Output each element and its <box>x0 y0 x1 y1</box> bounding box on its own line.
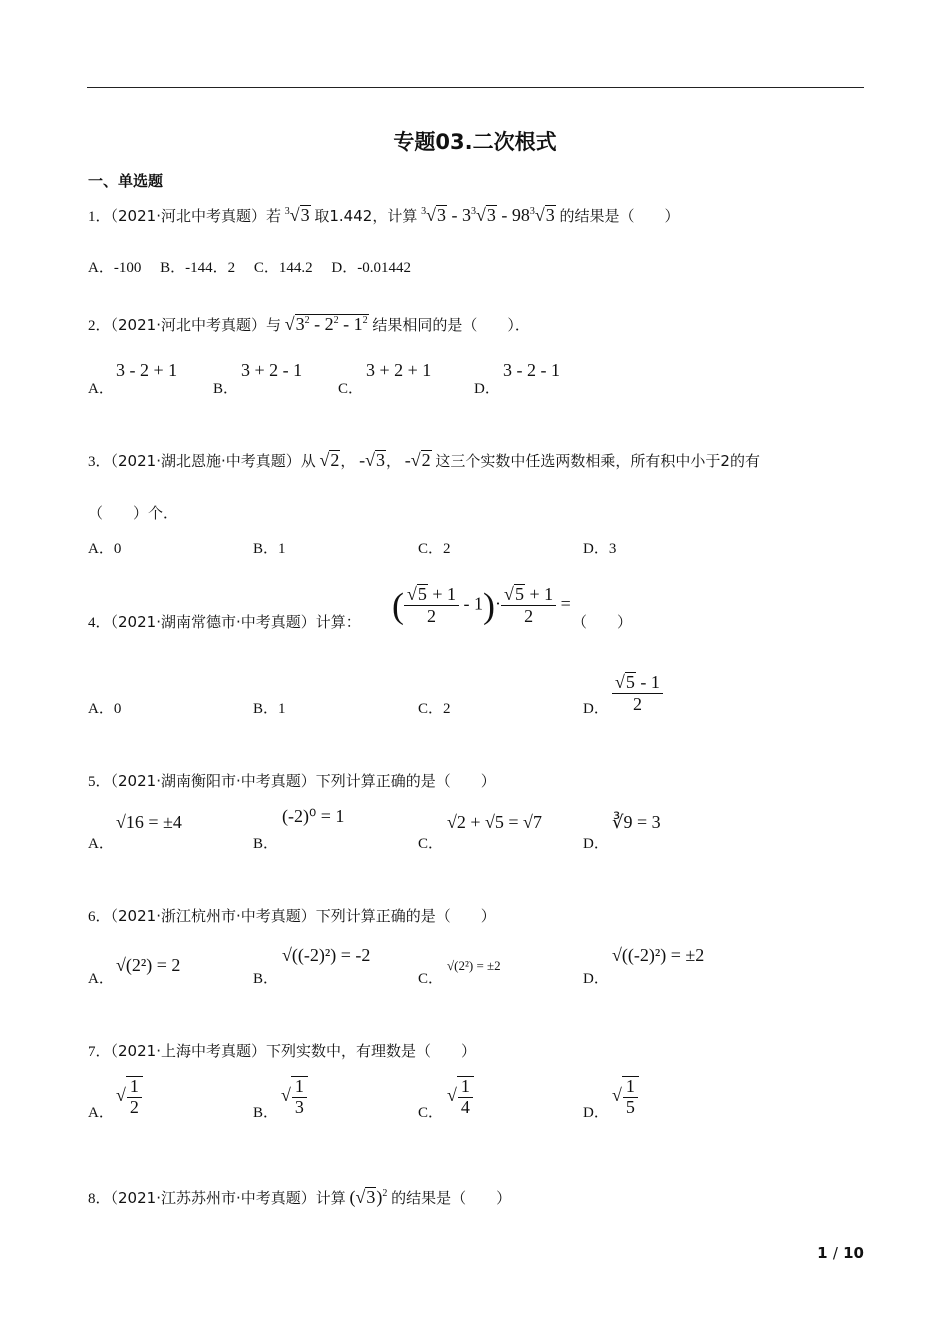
option-a[interactable]: A． <box>88 971 114 987</box>
option-a[interactable]: A． <box>88 1105 114 1121</box>
math-neg-sqrt3: -√3 <box>359 450 386 470</box>
option-c[interactable]: C．144.2 <box>253 260 313 276</box>
option-b[interactable]: B． <box>253 1105 279 1121</box>
question-8: 8．（2021·江苏苏州市·中考真题）计算 $(√3)^2$ 的结果是（ ） <box>88 1187 512 1207</box>
option-b[interactable]: B． <box>253 836 279 852</box>
page-title: 专题03.二次根式 <box>393 130 557 154</box>
math-neg-sqrt2: -√2 <box>404 450 431 470</box>
option-c-math: √2 + √5 = √7 <box>447 812 542 832</box>
question-7: 7．（2021·上海中考真题）下列实数中，有理数是（ ） <box>88 1042 476 1060</box>
question-6: 6．（2021·浙江杭州市·中考真题）下列计算正确的是（ ） <box>88 907 496 925</box>
option-a[interactable]: A．0 <box>88 701 122 717</box>
option-a-math: √ $\frac{1}{2}$ <box>116 1076 143 1118</box>
question-1: 1．（2021·河北中考真题）若 $^3$√3 取1.442，计算 $^3√3 - 3^3√3 - 98^3√3$ 的结果是（ ） <box>88 205 680 225</box>
question-3: 3．（2021·湖北恩施·中考真题）从 √2， -√3， -√2 这三个实数中任选两数相乘，所有积中小于2的有 <box>88 450 760 470</box>
option-a-math: √16 = ±4 <box>116 812 182 832</box>
option-c[interactable]: C．2 <box>418 701 451 717</box>
question-5: 5．（2021·湖南衡阳市·中考真题）下列计算正确的是（ ） <box>88 772 496 790</box>
option-b-math: (-2)⁰ = 1 <box>282 806 345 826</box>
option-b[interactable]: B．-144．2 <box>160 260 236 276</box>
math-radical: $√3^2 - 2^2 - 1^2$ <box>284 314 368 334</box>
option-c[interactable]: C． <box>418 971 444 987</box>
header-rule <box>87 87 864 88</box>
option-c[interactable]: C． <box>338 381 364 397</box>
math-cbrt3: $^3$√3 <box>284 205 310 225</box>
option-c-math: √(2²) = ±2 <box>447 958 501 973</box>
option-d[interactable]: D． <box>583 836 609 852</box>
option-c-math: √ $\frac{1}{4}$ <box>447 1076 474 1118</box>
option-d-math: $\frac{√5 - 1}{2}$ <box>612 672 663 715</box>
option-d[interactable]: D． <box>583 971 609 987</box>
option-a[interactable]: A． <box>88 836 114 852</box>
option-d[interactable]: D． <box>583 1105 609 1121</box>
option-b[interactable]: B． <box>213 381 239 397</box>
option-b[interactable]: B． <box>253 971 279 987</box>
option-b-math: 3 + 2 - 1 <box>241 360 303 380</box>
option-c[interactable]: C． <box>418 836 444 852</box>
option-b-math: √((-2)²) = -2 <box>282 945 371 965</box>
option-a-math: √(2²) = 2 <box>116 955 181 975</box>
option-a[interactable]: A． <box>88 381 114 397</box>
question-3-cont: （ ）个． <box>88 504 179 522</box>
math-sqrt2: √2 <box>319 450 340 470</box>
option-a[interactable]: A．-100 <box>88 260 142 276</box>
option-d-math: √ $\frac{1}{5}$ <box>612 1076 639 1118</box>
option-b-math: √ $\frac{1}{3}$ <box>281 1076 308 1118</box>
question-source: （2021·河北中考真题） <box>110 207 266 225</box>
option-d-math: √((-2)²) = ±2 <box>612 945 705 965</box>
section-heading: 一、单选题 <box>88 172 164 190</box>
page-total: 10 <box>843 1244 864 1262</box>
option-c-math: 3 + 2 + 1 <box>366 360 432 380</box>
option-d-math: 3 - 2 - 1 <box>503 360 560 380</box>
options-1 <box>88 256 411 277</box>
question-number: 1． <box>88 209 111 225</box>
option-a[interactable]: A．0 <box>88 541 122 557</box>
option-a-math: 3 - 2 + 1 <box>116 360 178 380</box>
option-d[interactable]: D． <box>583 701 609 717</box>
question-4: 4．（2021·湖南常德市·中考真题）计算： <box>88 613 361 631</box>
option-d[interactable]: D．-0.01442 <box>331 260 411 276</box>
option-c[interactable]: C．2 <box>418 541 451 557</box>
option-b[interactable]: B．1 <box>253 541 286 557</box>
math-expression: $^3√3 - 3^3√3 - 98^3√3$ <box>421 205 555 225</box>
option-d[interactable]: D． <box>474 381 500 397</box>
option-d[interactable]: D．3 <box>583 541 617 557</box>
page-separator: / <box>832 1244 838 1262</box>
math-expression: ( $\frac{√5 + 1}{2}$ - 1)· $\frac{√5 + 1}{2}$ = <box>392 584 571 626</box>
option-b[interactable]: B．1 <box>253 701 286 717</box>
math-sqrt3-squared: $(√3)^2$ <box>349 1187 388 1207</box>
option-d-math: ∛9 = 3 <box>612 812 661 832</box>
option-c[interactable]: C． <box>418 1105 444 1121</box>
question-2: 2．（2021·河北中考真题）与 $√3^2 - 2^2 - 1^2$ 结果相同的是（ ）． <box>88 314 530 334</box>
page-current: 1 <box>817 1244 828 1262</box>
page-indicator <box>817 1244 864 1262</box>
